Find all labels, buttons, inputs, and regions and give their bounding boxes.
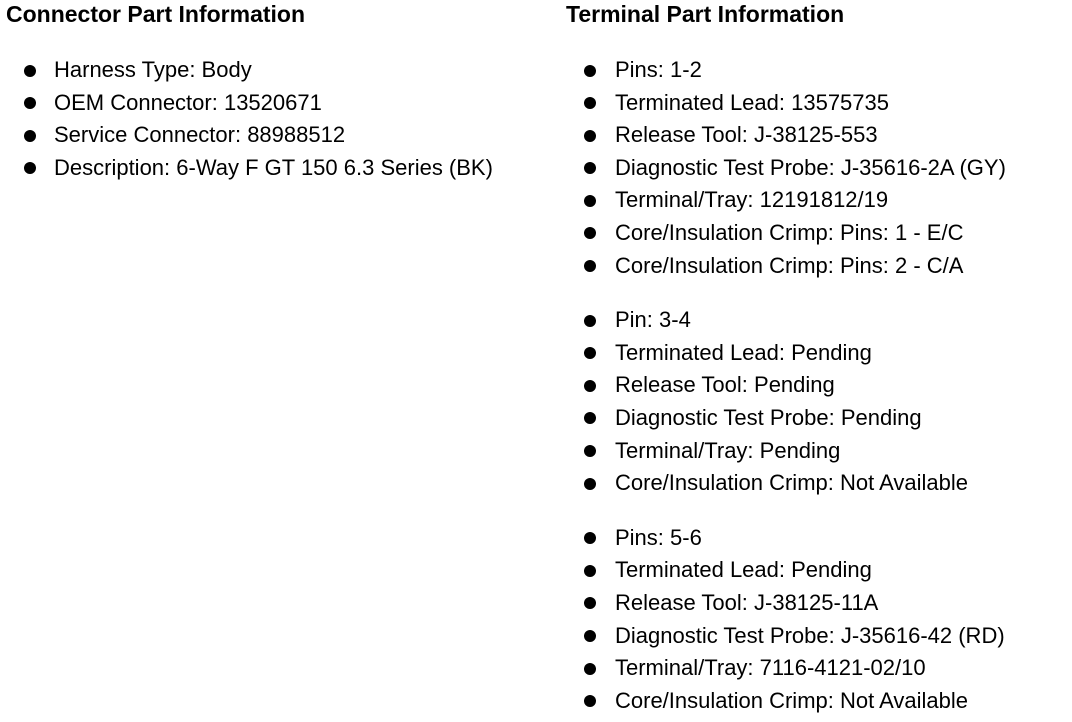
list-item — [566, 250, 1070, 283]
list-item — [6, 119, 562, 152]
list-item-text: Diagnostic Test Probe: J-35616-42 (RD) — [615, 622, 1005, 648]
list-item — [566, 217, 1070, 250]
terminal-group-pins-1-2 — [566, 54, 1070, 282]
list-item — [566, 554, 1070, 587]
list-item — [566, 369, 1070, 402]
list-item — [566, 119, 1070, 152]
list-item — [566, 402, 1070, 435]
list-item-text: Terminal/Tray: 12191812/19 — [615, 187, 889, 213]
connector-part-information-section — [6, 0, 562, 184]
bullet-icon — [584, 597, 596, 609]
list-item-text: Terminal/Tray: Pending — [615, 437, 841, 463]
bullet-icon — [584, 260, 596, 272]
list-item — [566, 620, 1070, 653]
list-item — [566, 184, 1070, 217]
bullet-icon — [584, 532, 596, 544]
bullet-icon — [584, 227, 596, 239]
bullet-icon — [584, 445, 596, 457]
list-item-text: Core/Insulation Crimp: Not Available — [615, 470, 968, 496]
list-item-text: Terminal/Tray: 7116-4121-02/10 — [615, 655, 926, 681]
list-item-text: Release Tool: Pending — [615, 372, 835, 398]
list-item-text: Diagnostic Test Probe: J-35616-2A (GY) — [615, 154, 1006, 180]
bullet-icon — [24, 130, 36, 142]
connector-section-title: Connector Part Information — [6, 1, 306, 27]
terminal-part-information-section — [566, 0, 1070, 717]
list-item — [566, 522, 1070, 555]
list-item-text: Pin: 3-4 — [615, 307, 691, 333]
list-item-text: Terminated Lead: Pending — [615, 557, 872, 583]
terminal-group-pin-3-4 — [566, 304, 1070, 500]
bullet-icon — [584, 347, 596, 359]
bullet-icon — [24, 97, 36, 109]
bullet-icon — [584, 565, 596, 577]
bullet-icon — [584, 478, 596, 490]
bullet-icon — [584, 380, 596, 392]
bullet-icon — [24, 162, 36, 174]
list-item — [566, 685, 1070, 718]
bullet-icon — [584, 195, 596, 207]
list-item — [566, 587, 1070, 620]
list-item — [6, 87, 562, 120]
bullet-icon — [584, 97, 596, 109]
bullet-icon — [584, 663, 596, 675]
list-item — [566, 87, 1070, 120]
list-item-text: Release Tool: J-38125-11A — [615, 589, 879, 615]
bullet-icon — [24, 65, 36, 77]
list-item — [566, 152, 1070, 185]
list-item-text: Harness Type: Body — [54, 57, 252, 82]
list-item-text: Release Tool: J-38125-553 — [615, 122, 878, 148]
list-item-text: Service Connector: 88988512 — [54, 122, 346, 148]
list-item — [6, 152, 562, 185]
list-item-text: Terminated Lead: 13575735 — [615, 89, 889, 115]
list-item-text: Core/Insulation Crimp: Not Available — [615, 687, 968, 713]
bullet-icon — [584, 162, 596, 174]
list-item-text: Pins: 5-6 — [615, 524, 702, 550]
list-item — [566, 304, 1070, 337]
bullet-icon — [584, 130, 596, 142]
list-item-text: Terminated Lead: Pending — [615, 339, 872, 365]
bullet-icon — [584, 630, 596, 642]
list-item — [566, 652, 1070, 685]
bullet-icon — [584, 65, 596, 77]
list-item — [566, 435, 1070, 468]
list-item-text: Core/Insulation Crimp: Pins: 2 - C/A — [615, 252, 964, 278]
list-item-text: Diagnostic Test Probe: Pending — [615, 404, 922, 430]
list-item — [566, 337, 1070, 370]
connector-info-list — [6, 54, 562, 184]
terminal-group-pins-5-6 — [566, 522, 1070, 718]
list-item — [6, 54, 562, 87]
list-item-text: Pins: 1-2 — [615, 57, 702, 82]
bullet-icon — [584, 412, 596, 424]
list-item-text: Core/Insulation Crimp: Pins: 1 - E/C — [615, 219, 964, 245]
bullet-icon — [584, 695, 596, 707]
list-item-text: Description: 6-Way F GT 150 6.3 Series (BK) — [54, 154, 493, 180]
list-item-text: OEM Connector: 13520671 — [54, 89, 322, 115]
list-item — [566, 467, 1070, 500]
list-item — [566, 54, 1070, 87]
bullet-icon — [584, 315, 596, 327]
terminal-section-title: Terminal Part Information — [566, 1, 845, 27]
